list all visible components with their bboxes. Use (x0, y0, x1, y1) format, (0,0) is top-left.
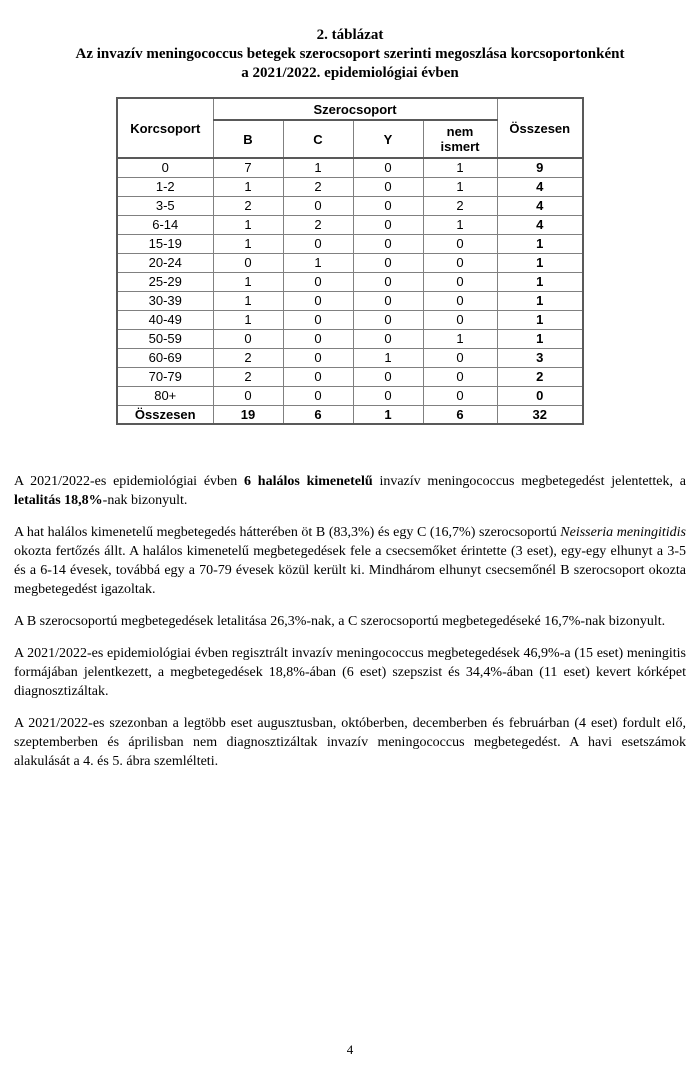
cell-b: 2 (213, 367, 283, 386)
age-group-cell: 1-2 (117, 177, 213, 196)
cell-b: 0 (213, 329, 283, 348)
table-header (117, 98, 583, 158)
age-group-cell: 15-19 (117, 234, 213, 253)
paragraph-1-bold-run: 6 halálos kimenetelű (244, 474, 373, 489)
cell-b: 1 (213, 291, 283, 310)
cell-c: 1 (283, 253, 353, 272)
table-row (117, 348, 583, 367)
age-group-cell: 60-69 (117, 348, 213, 367)
cell-c: 0 (283, 367, 353, 386)
cell-c: 0 (283, 386, 353, 405)
cell-total: 1 (497, 234, 583, 253)
cell-c: 0 (283, 329, 353, 348)
cell-unknown: 2 (423, 196, 497, 215)
page-number: 4 (346, 1042, 354, 1057)
paragraph-2 (14, 523, 686, 599)
age-group-column-header: Korcsoport (117, 98, 213, 158)
paragraph-2-run: okozta fertőzés állt. A halálos kimenetelű megbetegedések fele a csecsemőket érintette (3 eset), egy-egy elhunyt a 3-5 és a 6-14 évesek, továbbá egy a 70-79 évesek közül került ki. Mindhárom elhunyt csecsemőnél B szerocsoport okozta megbetegedést igazoltak. (14, 544, 686, 597)
paragraph-1 (14, 472, 686, 510)
cell-total: 1 (497, 310, 583, 329)
age-group-cell: 80+ (117, 386, 213, 405)
cell-b: 2 (213, 348, 283, 367)
body-text (14, 472, 686, 771)
cell-c: 0 (283, 348, 353, 367)
serogroup-y-header: Y (353, 120, 423, 158)
cell-total: 0 (497, 386, 583, 405)
cell-y: 0 (353, 215, 423, 234)
totals-b-cell: 19 (213, 405, 283, 424)
table-row (117, 272, 583, 291)
cell-total: 1 (497, 253, 583, 272)
cell-y: 0 (353, 253, 423, 272)
totals-y-cell: 1 (353, 405, 423, 424)
cell-c: 0 (283, 272, 353, 291)
table-title-block (14, 26, 686, 83)
cell-c: 2 (283, 177, 353, 196)
paragraph-2-run: A hat halálos kimenetelű megbetegedés hátterében öt B (83,3%) és egy C (16,7%) szerocsoportú (14, 525, 561, 540)
serogroup-c-header: C (283, 120, 353, 158)
age-group-cell: 3-5 (117, 196, 213, 215)
totals-label-cell: Összesen (117, 405, 213, 424)
total-column-header: Összesen (497, 98, 583, 158)
table-title-line3: a 2021/2022. epidemiológiai évben (241, 65, 459, 81)
cell-c: 0 (283, 196, 353, 215)
age-group-cell: 70-79 (117, 367, 213, 386)
cell-y: 0 (353, 196, 423, 215)
paragraph-2-italic-run: Neisseria meningitidis (560, 525, 686, 540)
cell-y: 1 (353, 348, 423, 367)
cell-y: 0 (353, 272, 423, 291)
cell-b: 1 (213, 177, 283, 196)
age-group-cell: 25-29 (117, 272, 213, 291)
table-row (117, 215, 583, 234)
table-row (117, 329, 583, 348)
paragraph-3-run: A B szerocsoportú megbetegedések letalitása 26,3%-nak, a C szerocsoportú megbetegedéseké 16,7%-nak bizonyult. (14, 614, 666, 629)
cell-unknown: 0 (423, 291, 497, 310)
cell-unknown: 0 (423, 234, 497, 253)
cell-unknown: 1 (423, 215, 497, 234)
cell-b: 1 (213, 234, 283, 253)
cell-total: 4 (497, 215, 583, 234)
cell-b: 1 (213, 215, 283, 234)
cell-unknown: 0 (423, 253, 497, 272)
table-row (117, 253, 583, 272)
cell-unknown: 1 (423, 329, 497, 348)
paragraph-4 (14, 644, 686, 701)
cell-total: 4 (497, 177, 583, 196)
cell-unknown: 0 (423, 386, 497, 405)
cell-unknown: 1 (423, 177, 497, 196)
cell-c: 0 (283, 291, 353, 310)
serogroup-b-header: B (213, 120, 283, 158)
cell-y: 0 (353, 386, 423, 405)
cell-b: 1 (213, 310, 283, 329)
cell-y: 0 (353, 329, 423, 348)
cell-total: 3 (497, 348, 583, 367)
cell-y: 0 (353, 234, 423, 253)
cell-y: 0 (353, 177, 423, 196)
cell-total: 9 (497, 158, 583, 177)
table-row (117, 234, 583, 253)
table-title-line2: Az invazív meningococcus betegek szerocsoport szerinti megoszlása korcsoportonként (75, 46, 625, 62)
cell-b: 7 (213, 158, 283, 177)
paragraph-4-run: A 2021/2022-es epidemiológiai évben regisztrált invazív meningococcus megbetegedések 46,9%-a (15 eset) meningitis formájában jelentkezett, a megbetegedések 18,8%-ában (6 eset) szepszist és 34,4%-ában (11 eset) kevert kórképet diagnosztizáltak. (14, 646, 686, 699)
age-group-cell: 6-14 (117, 215, 213, 234)
table-row (117, 291, 583, 310)
age-group-cell: 20-24 (117, 253, 213, 272)
cell-c: 0 (283, 234, 353, 253)
table-row (117, 367, 583, 386)
cell-y: 0 (353, 367, 423, 386)
cell-c: 0 (283, 310, 353, 329)
cell-b: 0 (213, 386, 283, 405)
cell-total: 2 (497, 367, 583, 386)
age-group-cell: 30-39 (117, 291, 213, 310)
cell-y: 0 (353, 291, 423, 310)
table-caption: 2. táblázat (316, 27, 384, 43)
cell-b: 2 (213, 196, 283, 215)
serogroup-by-agegroup-table (116, 97, 584, 425)
table-row (117, 386, 583, 405)
age-group-cell: 50-59 (117, 329, 213, 348)
table-row (117, 158, 583, 177)
age-group-cell: 0 (117, 158, 213, 177)
cell-b: 0 (213, 253, 283, 272)
totals-unknown-cell: 6 (423, 405, 497, 424)
cell-b: 1 (213, 272, 283, 291)
cell-unknown: 1 (423, 158, 497, 177)
totals-row (117, 405, 583, 424)
cell-total: 1 (497, 329, 583, 348)
totals-c-cell: 6 (283, 405, 353, 424)
paragraph-5 (14, 714, 686, 771)
age-group-cell: 40-49 (117, 310, 213, 329)
cell-unknown: 0 (423, 348, 497, 367)
table-body (117, 158, 583, 424)
paragraph-5-run: A 2021/2022-es szezonban a legtöbb eset augusztusban, októberben, decemberben és februárban (4 eset) fordult elő, szeptemberben és áprilisban nem diagnosztizáltak invazív meningococcus megbetegedést. A havi esetszámok alakulását a 4. és 5. ábra szemlélteti. (14, 716, 686, 769)
serogroup-group-header: Szerocsoport (213, 98, 497, 120)
cell-c: 1 (283, 158, 353, 177)
cell-y: 0 (353, 310, 423, 329)
cell-total: 4 (497, 196, 583, 215)
paragraph-1-run: invazív meningococcus megbetegedést jelentettek, a (372, 474, 687, 489)
cell-total: 1 (497, 272, 583, 291)
table-row (117, 196, 583, 215)
cell-unknown: 0 (423, 272, 497, 291)
table-row (117, 177, 583, 196)
cell-unknown: 0 (423, 367, 497, 386)
cell-y: 0 (353, 158, 423, 177)
paragraph-1-run: A 2021/2022-es epidemiológiai évben (14, 474, 245, 489)
cell-unknown: 0 (423, 310, 497, 329)
serogroup-unknown-header: nem ismert (423, 120, 497, 158)
totals-total-cell: 32 (497, 405, 583, 424)
cell-total: 1 (497, 291, 583, 310)
paragraph-1-run: -nak bizonyult. (102, 493, 188, 508)
cell-c: 2 (283, 215, 353, 234)
paragraph-1-bold-run: letalitás 18,8% (14, 493, 103, 508)
table-row (117, 310, 583, 329)
paragraph-3 (14, 612, 686, 631)
